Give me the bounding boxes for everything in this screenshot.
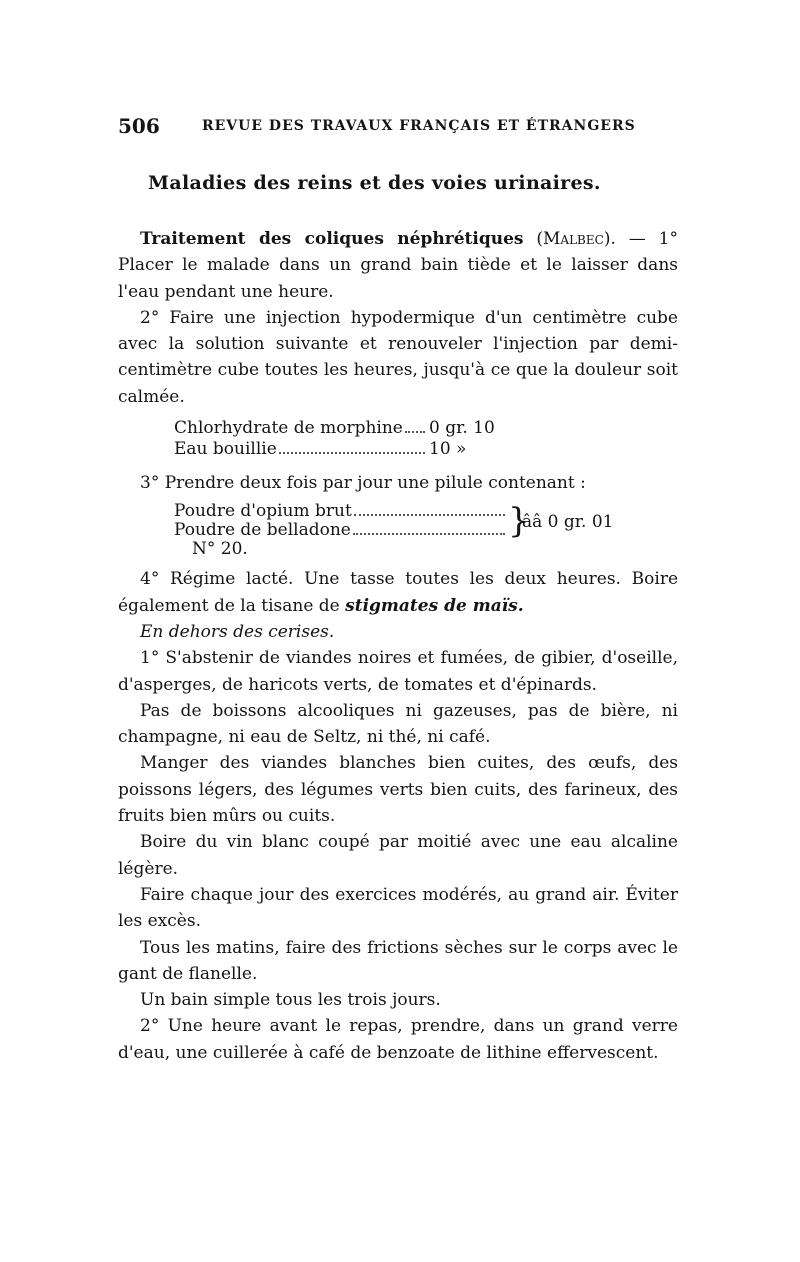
pill-count: N° 20.: [192, 539, 248, 560]
paragraph-7: Pas de boissons alcooliques ni gazeuses, pas de bière, ni champagne, ni eau de Seltz, ni thé, ni café.: [118, 700, 678, 748]
prescription-item: Poudre de belladone: [174, 520, 351, 541]
paragraph-11: Tous les matins, faire des frictions sèches sur le corps avec le gant de flanelle.: [118, 937, 678, 984]
prescription-item: Chlorhydrate de morphine: [174, 418, 403, 439]
paragraph-10: Faire chaque jour des exercices modérés, au grand air. Éviter les excès.: [118, 884, 678, 932]
right-brace-icon: }: [508, 501, 530, 542]
prescription-item: Eau bouillie: [174, 439, 277, 460]
prescription-1: [174, 418, 519, 460]
paragraph-3: 3° Prendre deux fois par jour une pilule contenant :: [140, 473, 586, 494]
leader-dots: [405, 431, 425, 433]
paragraph-4-italic: stigmates de maïs.: [345, 595, 524, 616]
prescription-amount: 10 »: [429, 439, 467, 460]
article-body: [118, 226, 678, 1066]
paragraph-13: 2° Une heure avant le repas, prendre, dans un grand verre d'eau, une cuillerée à café de benzoate de lithine effervescent.: [118, 1016, 678, 1063]
paragraph-6: 1° S'abstenir de viandes noires et fumées, de gibier, d'oseille, d'asperges, de haricots verts, de tomates et d'épinards.: [118, 648, 678, 695]
prescription-row: [174, 418, 519, 439]
prescription-row: [174, 502, 509, 521]
prescription-row: [174, 521, 509, 540]
section-title: Maladies des reins et des voies urinaires.: [148, 172, 601, 194]
paragraph-9: Boire du vin blanc coupé par moitié avec une eau alcaline légère.: [118, 832, 678, 879]
article-title: Traitement des coliques néphrétiques: [140, 229, 524, 249]
article-author: Malbec: [543, 229, 604, 249]
paragraph-5: En dehors des cerises.: [140, 621, 335, 642]
paragraph-4-text: 4° Régime lacté. Une tasse toutes les deux heures. Boire également de la tisane de: [118, 569, 678, 616]
paragraph-12: Un bain simple tous les trois jours.: [140, 990, 441, 1011]
prescription-2: [174, 501, 614, 560]
paragraph-2: 2° Faire une injection hypodermique d'un centimètre cube avec la solution suivante et renouveler l'injection par demi-centimètre cube toutes les heures, jusqu'à ce que la douleur soit calmée.: [118, 307, 678, 407]
paragraph-4: [118, 566, 678, 619]
leader-dots: [353, 533, 505, 535]
paragraph-1: . — 1° Placer le malade dans un grand bain tiède et le laisser dans l'eau pendant une heure.: [118, 229, 678, 302]
prescription-row: [174, 439, 519, 460]
prescription-amount: ââ 0 gr. 01: [522, 512, 614, 533]
prescription-amount: 0 gr. 10: [429, 418, 495, 439]
running-title: REVUE DES TRAVAUX FRANÇAIS ET ÉTRANGERS: [202, 118, 636, 134]
paragraph-intro: Traitement des coliques néphrétiques (Malbec). — 1° Placer le malade dans un grand bain tiède et le laisser dans l'eau pendant une heure.: [118, 229, 678, 302]
leader-dots: [279, 452, 425, 454]
paragraph-8: Manger des viandes blanches bien cuites, des œufs, des poissons légers, des légumes verts bien cuits, des farineux, des fruits bien mûrs ou cuits.: [118, 753, 678, 827]
leader-dots: [354, 514, 505, 516]
page-number: 506: [118, 114, 160, 138]
prescription-item: Poudre d'opium brut: [174, 501, 352, 522]
running-header: [118, 114, 678, 138]
